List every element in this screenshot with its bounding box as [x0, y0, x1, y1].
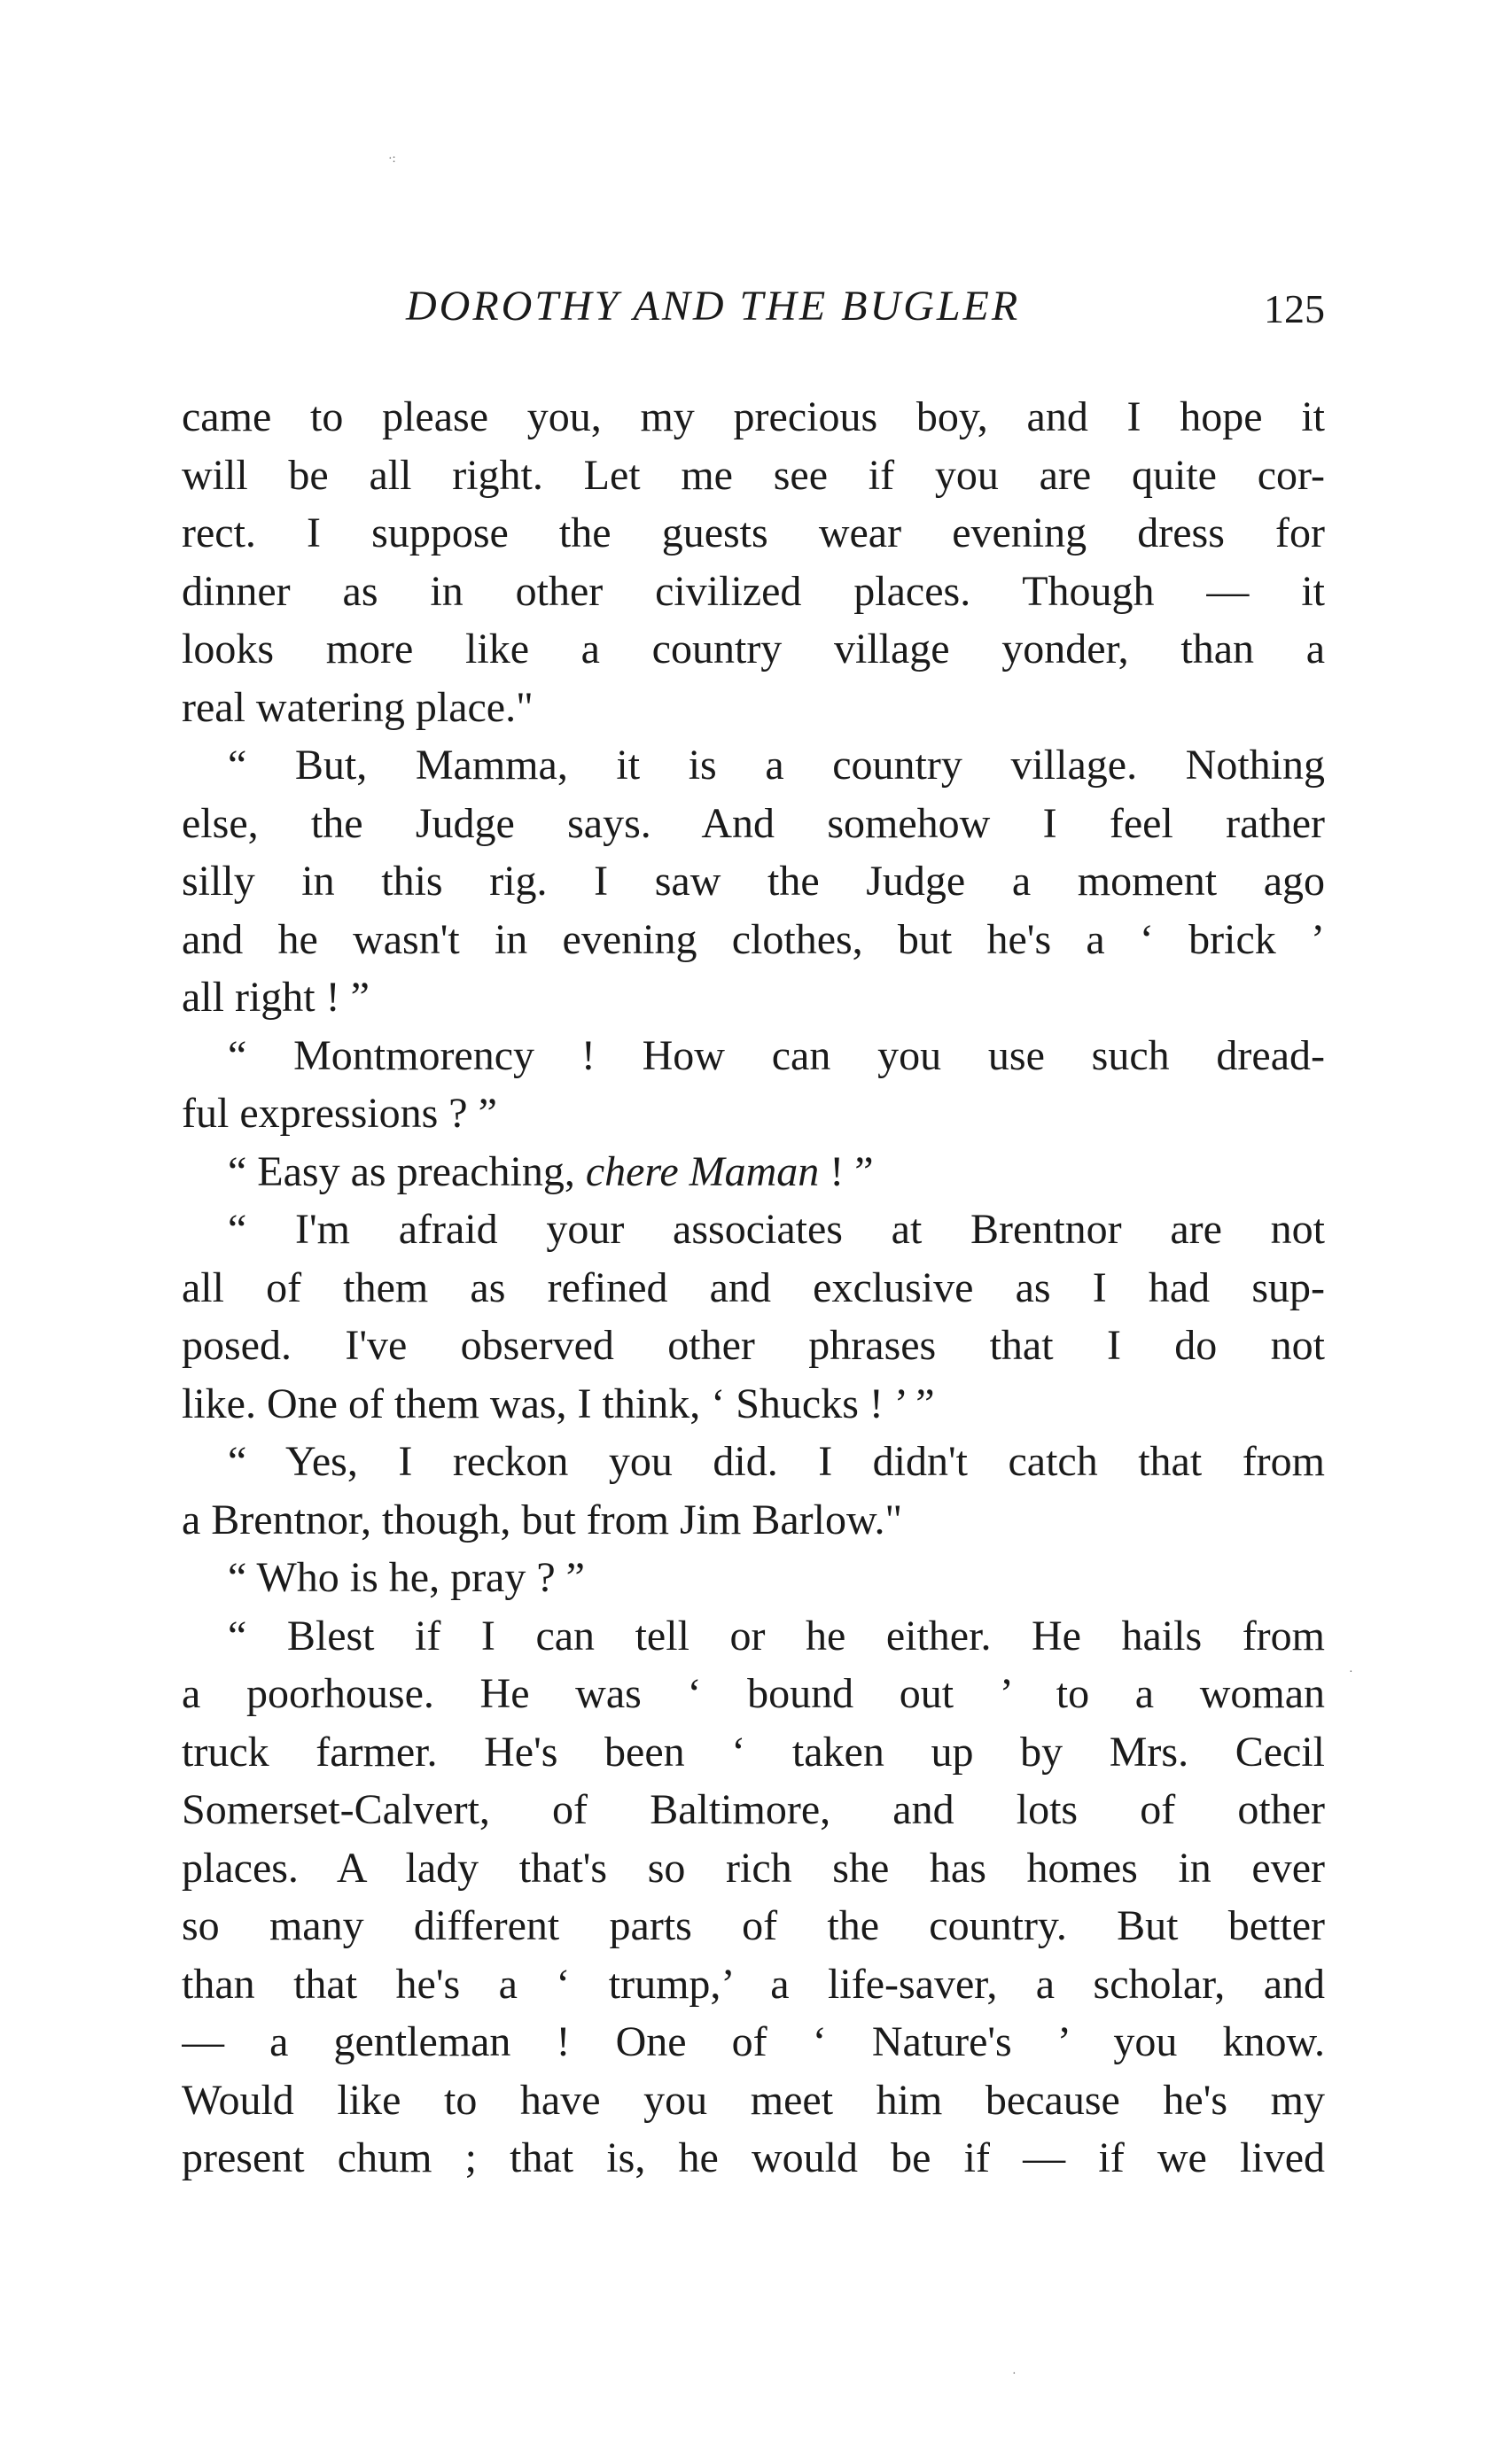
text-line: “ Yes, I reckon you did. I didn't catch that from	[228, 1438, 1325, 1485]
body-text	[182, 388, 1325, 2188]
running-title: DOROTHY AND THE BUGLER	[406, 283, 1021, 330]
text-line: came to please you, my precious boy, and I hope it	[182, 393, 1325, 440]
text-line: dinner as in other civilized places. Though — it	[182, 567, 1325, 615]
italic-phrase: chere Maman	[585, 1147, 820, 1195]
text-line: posed. I've observed other phrases that I do not	[182, 1322, 1325, 1369]
text-line: than that he's a ‘ trump,’ a life-saver, a scholar, and	[182, 1960, 1325, 2008]
text-line: looks more like a country village yonder, than a	[182, 626, 1325, 672]
text-line: truck farmer. He's been ‘ taken up by Mrs. Cecil	[182, 1728, 1325, 1776]
ink-speck: ·	[1349, 1666, 1353, 1679]
text-line: all right ! ”	[182, 974, 370, 1021]
text-line: “ Blest if I can tell or he either. He hails from	[228, 1612, 1325, 1660]
text-line: silly in this rig. I saw the Judge a moment ago	[182, 858, 1325, 905]
text-line: “ I'm afraid your associates at Brentnor are not	[228, 1206, 1325, 1253]
ink-speck: ·:	[388, 152, 396, 166]
text-line: real watering place."	[182, 683, 534, 731]
text-line: else, the Judge says. And somehow I feel rather	[182, 799, 1325, 847]
text-line: all of them as refined and exclusive as I had sup-	[182, 1263, 1325, 1311]
ink-speck: ·	[1012, 2367, 1017, 2381]
text-line: “ Montmorency ! How can you use such dread-	[228, 1031, 1325, 1079]
page-number: 125	[1264, 286, 1325, 331]
text-line: will be all right. Let me see if you are quite cor-	[182, 451, 1325, 499]
text-line: Somerset-Calvert, of Baltimore, and lots of other	[182, 1786, 1325, 1833]
text-line: “ Who is he, pray ? ”	[228, 1554, 585, 1601]
text-line: “ But, Mamma, it is a country village. Nothing	[228, 742, 1325, 789]
text-line: ful expressions ? ”	[182, 1090, 497, 1137]
text-line: a Brentnor, though, but from Jim Barlow."	[182, 1496, 903, 1543]
text-line: places. A lady that's so rich she has homes in ever	[182, 1844, 1325, 1892]
text-segment: “ Easy as preaching,	[228, 1147, 586, 1195]
text-segment: ! ”	[819, 1147, 874, 1195]
text-line: like. One of them was, I think, ‘ Shucks ! ’ ”	[182, 1380, 935, 1427]
text-line: so many different parts of the country. But better	[182, 1902, 1325, 1949]
text-line	[182, 1143, 1325, 1201]
text-line: — a gentleman ! One of ‘ Nature's ’ you know.	[182, 2018, 1325, 2065]
text-line: present chum ; that is, he would be if — if we lived	[182, 2134, 1325, 2181]
text-line: Would like to have you meet him because he's my	[182, 2076, 1325, 2124]
page-header	[182, 282, 1325, 344]
text-line: a poorhouse. He was ‘ bound out ’ to a woman	[182, 1670, 1325, 1717]
text-line: rect. I suppose the guests wear evening dress for	[182, 509, 1325, 556]
text-line: and he wasn't in evening clothes, but he's a ‘ brick ’	[182, 915, 1325, 963]
